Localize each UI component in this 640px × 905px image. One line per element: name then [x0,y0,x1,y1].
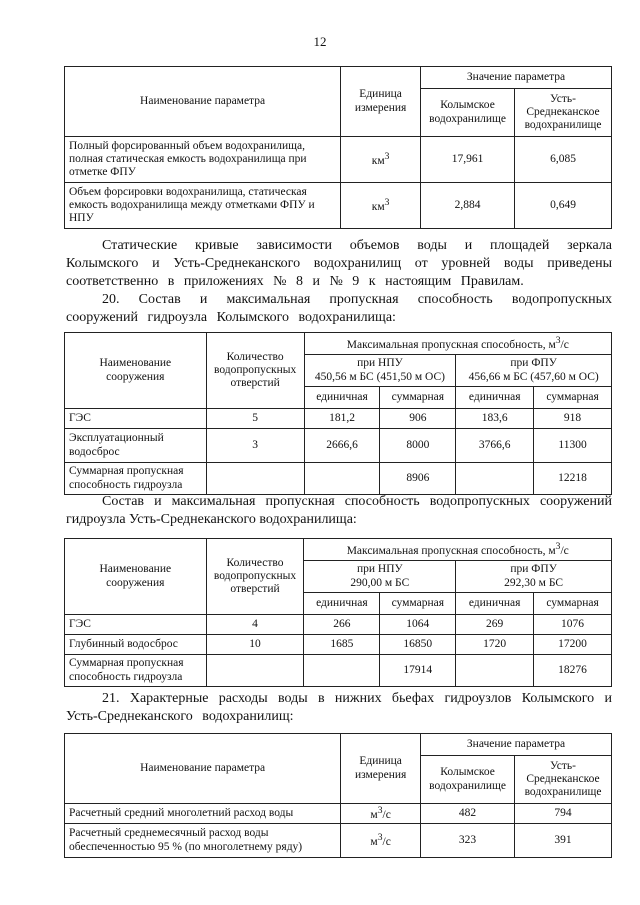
page-number: 12 [313,34,327,49]
ust-srednekan-structures-table: Наименование сооружения Количество водопропускных отверстий Максимальная пропускная способность, $м^3/с$ при НПУ 290,00 м БС при ФПУ 292,30 м БС единичная суммарная единичная суммарная ГЭС 4 266 1064 269 1076 Глубинный водосброс 10 1685 16850 1720 17200 Суммарная пропускная способность гидроузла 17914 18276 [64,538,612,687]
reservoir-volume-table [64,66,612,229]
header-ust-srednekan: Усть-Среднеканское водохранилище [515,89,612,137]
header-value-group: Значение параметра [421,67,612,89]
table-row: Эксплуатационный водосброс 3 2666,6 8000 3766,6 11300 [65,429,612,463]
header-name: Наименование параметра [65,67,341,137]
table-row: Полный форсированный объем водохранилища, полная статическая емкость водохранилища при отметке ФПУ $км^3$ 17,961 6,085 [65,137,612,183]
table-row: ГЭС 4 266 1064 269 1076 [65,615,612,635]
paragraph-20: 20. Состав и максимальная пропускная способность водопропускных сооружений гидроузла Колымского водохранилища: [66,292,612,325]
header-unit: Единица измерения [341,67,421,137]
table-row: Расчетный среднемесячный расход воды обеспеченностью 95 % (по многолетнему ряду) $м^3/с$ 323 391 [65,824,612,858]
table-row: Глубинный водосброс 10 1685 16850 1720 17200 [65,635,612,655]
table-row: Объем форсировки водохранилища, статическая емкость водохранилища между отметками ФПУ и НПУ $км^3$ 2,884 0,649 [65,183,612,229]
header-kolyma: Колымское водохранилище [421,89,515,137]
table-row: Суммарная пропускная способность гидроузла 8906 12218 [65,463,612,495]
paragraph-21: 21. Характерные расходы воды в нижних бьефах гидроузлов Колымского и Усть-Среднеканского водохранилищ: [66,691,612,724]
paragraph-ust-srednekan-structures: Состав и максимальная пропускная способность водопропускных сооружений гидроузла Усть-Среднеканского водохранилища: [66,494,612,527]
paragraph-static-curves: Статические кривые зависимости объемов воды и площадей зеркала Колымского и Усть-Среднеканского водохранилищ от уровней воды приведены соответственно в приложениях № 8 и № 9 к настоящим Правилам. [66,238,612,289]
table-row: Расчетный средний многолетний расход воды $м^3/с$ 482 794 [65,804,612,824]
table-row: ГЭС 5 181,2 906 183,6 918 [65,409,612,429]
water-discharge-table: Наименование параметра Единица измерения Значение параметра Колымское водохранилище Усть-Среднеканское водохранилище Расчетный средний многолетний расход воды $м^3/с$ 482 794 Расчетный среднемесячный расход воды обеспеченностью 95 % (по многолетнему ряду) $м^3/с$ 323 391 [64,733,612,858]
table-row: Суммарная пропускная способность гидроузла 17914 18276 [65,655,612,687]
kolyma-structures-table: Наименование сооружения Количество водопропускных отверстий Максимальная пропускная способность, $м^3/с$ при НПУ 450,56 м БС (451,50 м ОС) при ФПУ 456,66 м БС (457,60 м ОС) единичная суммарная единичная суммарная ГЭС 5 181,2 906 183,6 918 Эксплуатационный водосброс 3 2666,6 8000 3766,6 11300 Суммарная пропускная способность гидроузла 8906 12218 [64,332,612,495]
